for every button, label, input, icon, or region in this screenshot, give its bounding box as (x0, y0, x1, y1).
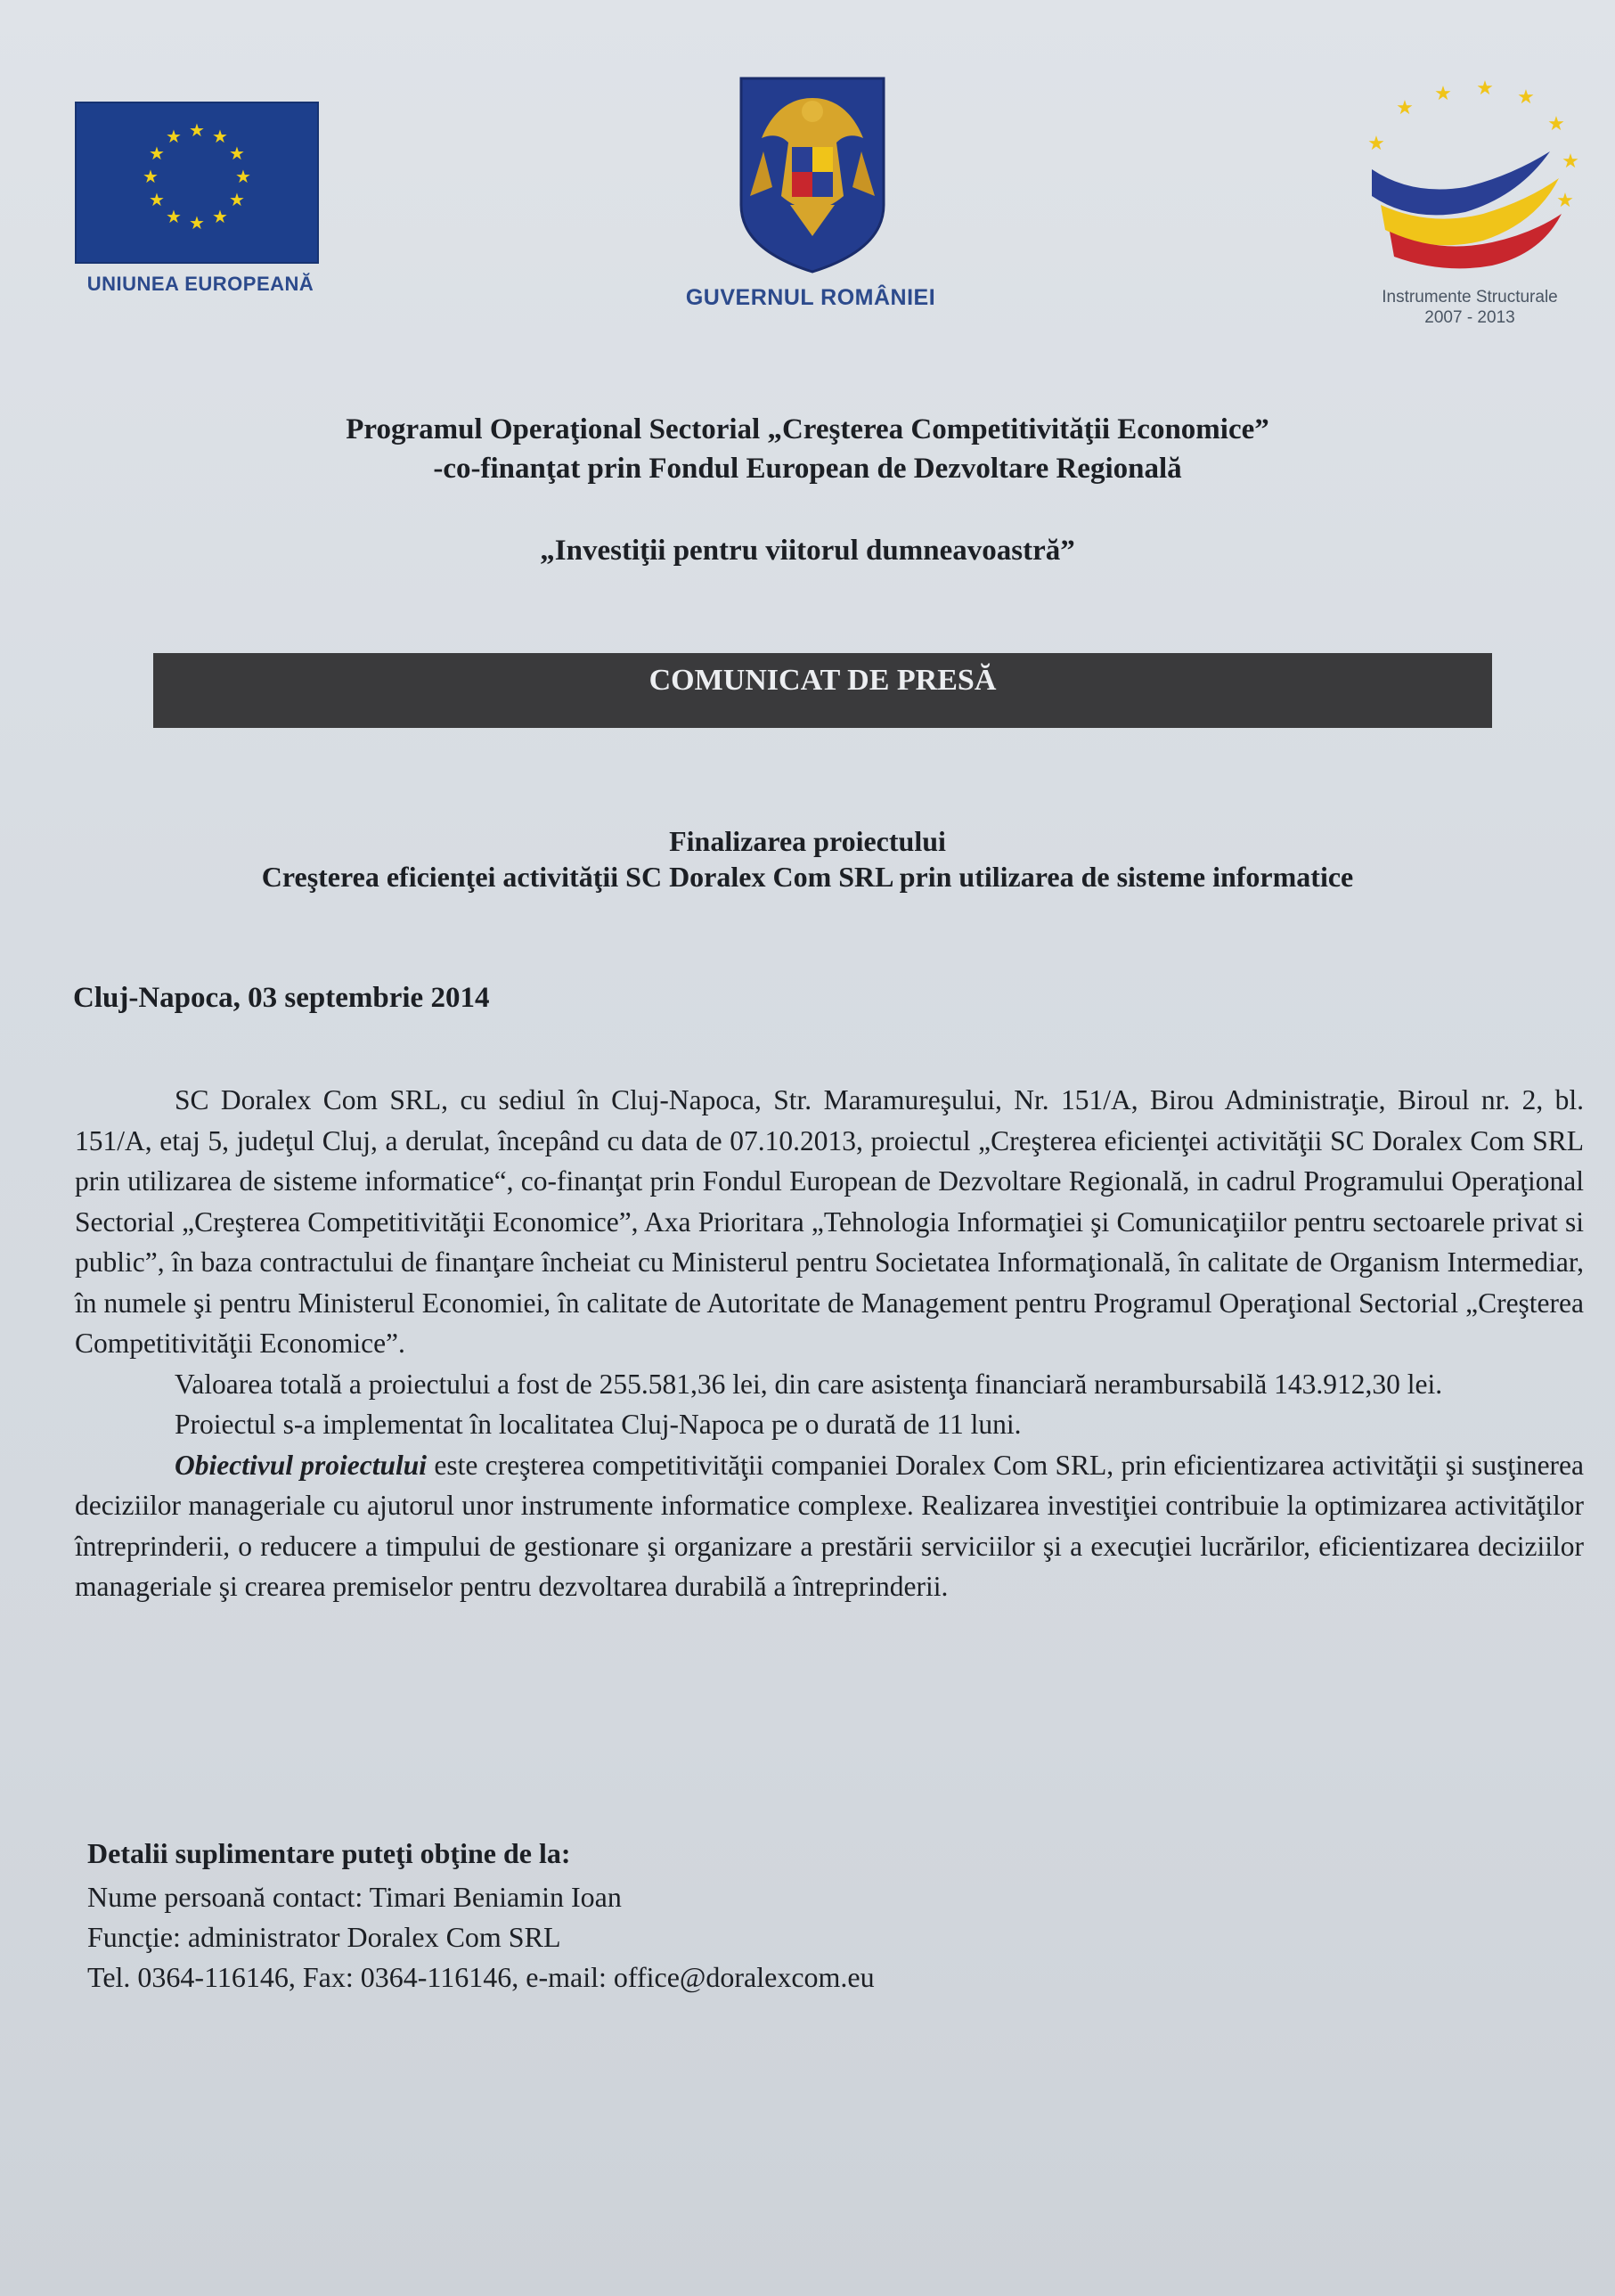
is-caption-line1: Instrumente Structurale (1382, 288, 1558, 306)
svg-text:★: ★ (166, 206, 182, 227)
banner-title: COMUNICAT DE PRESĂ (648, 664, 997, 697)
eu-caption: UNIUNEA EUROPEANĂ (86, 273, 314, 295)
body-paragraph-3: Proiectul s-a implementat în localitatea Cluj-Napoca pe o durată de 11 luni. (175, 1409, 1022, 1440)
body-paragraph-4 (75, 1445, 1584, 1607)
svg-text:★: ★ (1434, 83, 1452, 105)
body-paragraph-1: SC Doralex Com SRL, cu sediul în Cluj-Napoca, Str. Maramureşului, Nr. 151/A, Birou Administraţie, Biroul nr. 2, bl. 151/A, etaj 5, judeţul Cluj, a derulat, începând cu data de 07.10.2013, proiectul „Creşterea eficienţei activităţii SC Doralex Com SRL prin utilizarea de sisteme informatice“, co-finanţat prin Fondul European de Dezvoltare Regională, in cadrul Programului Operaţional Sectorial „Creşterea Competitivităţii Economice”, Axa Prioritara „Tehnologia Informaţiei şi Comunicaţiilor pentru sectoarele privat si public”, în baza contractului de finanţare încheiat cu Ministerul pentru Societatea Informaţională, în calitate de Organism Intermediar, în numele şi pentru Ministerul Economiei, în calitate de Autoritate de Management pentru Programul Operaţional Sectorial „Creşterea Competitivităţii Economice”. (75, 1084, 1584, 1359)
program-title (0, 410, 1615, 488)
svg-text:★: ★ (149, 143, 165, 164)
svg-text:★: ★ (1396, 97, 1414, 119)
program-line-1: Programul Operaţional Sectorial „Creşterea Competitivităţii Economice” (346, 413, 1269, 445)
svg-text:★: ★ (1367, 133, 1385, 155)
contact-phone-email: Tel. 0364-116146, Fax: 0364-116146, e-mail: office@doralexcom.eu (87, 1961, 875, 1993)
project-subject (0, 823, 1615, 895)
structural-instruments-caption (1336, 287, 1603, 328)
program-line-2: -co-finanţat prin Fondul European de Dezvoltare Regională (433, 453, 1182, 485)
slogan: „Investiţii pentru viitorul dumneavoastră” (540, 535, 1075, 567)
svg-text:★: ★ (212, 126, 228, 147)
svg-text:★: ★ (166, 126, 182, 147)
press-release-banner (153, 653, 1492, 728)
objective-lead: Obiectivul proiectului (175, 1449, 428, 1481)
dateline: Cluj-Napoca, 03 septembrie 2014 (73, 982, 490, 1014)
press-release-body (75, 1080, 1584, 1607)
svg-text:★: ★ (149, 189, 165, 210)
svg-text:★: ★ (235, 166, 251, 187)
gov-caption: GUVERNUL ROMÂNIEI (685, 285, 936, 310)
contact-role: Funcţie: administrator Doralex Com SRL (87, 1921, 561, 1953)
svg-text:★: ★ (1556, 190, 1574, 212)
svg-text:★: ★ (143, 166, 159, 187)
eu-flag-logo (75, 102, 319, 264)
svg-text:★: ★ (1476, 78, 1494, 100)
svg-text:★: ★ (229, 189, 245, 210)
body-paragraph-2: Valoarea totală a proiectului a fost de 255.581,36 lei, din care asistenţa financiară nerambursabilă 143.912,30 lei. (175, 1368, 1443, 1400)
svg-text:★: ★ (229, 143, 245, 164)
contact-details (87, 1834, 875, 1998)
subject-line-1: Finalizarea proiectului (669, 825, 946, 857)
coat-of-arms-icon (737, 71, 888, 276)
objective-text: este creşterea competitivităţii companiei Doralex Com SRL, prin eficientizarea activităţii şi susţinerea deciziilor manageriale cu ajutorul unor instrumente informatice complexe. Realizarea investiţiei contribuie la optimizarea activităţilor întreprinderii, o reducere a timpului de gestionare şi organizare a prestării serviciilor şi a execuţiei lucrărilor, eficientizarea deciziilor manageriale şi crearea premiselor pentru dezvoltarea durabilă a întreprinderii. (75, 1449, 1585, 1602)
is-caption-line2: 2007 - 2013 (1424, 308, 1515, 327)
svg-text:★: ★ (1562, 151, 1579, 173)
contact-heading: Detalii suplimentare puteţi obţine de la: (87, 1837, 571, 1869)
eu-stars-icon (75, 102, 319, 264)
structural-instruments-logo-icon (1358, 71, 1590, 285)
svg-text:★: ★ (212, 206, 228, 227)
svg-text:★: ★ (1547, 113, 1565, 135)
svg-text:★: ★ (189, 212, 205, 233)
contact-person: Nume persoană contact: Timari Beniamin Ioan (87, 1881, 622, 1913)
subject-line-2: Creşterea eficienţei activităţii SC Doralex Com SRL prin utilizarea de sisteme informatice (261, 861, 1354, 893)
svg-text:★: ★ (189, 119, 205, 141)
svg-text:★: ★ (1517, 86, 1535, 109)
